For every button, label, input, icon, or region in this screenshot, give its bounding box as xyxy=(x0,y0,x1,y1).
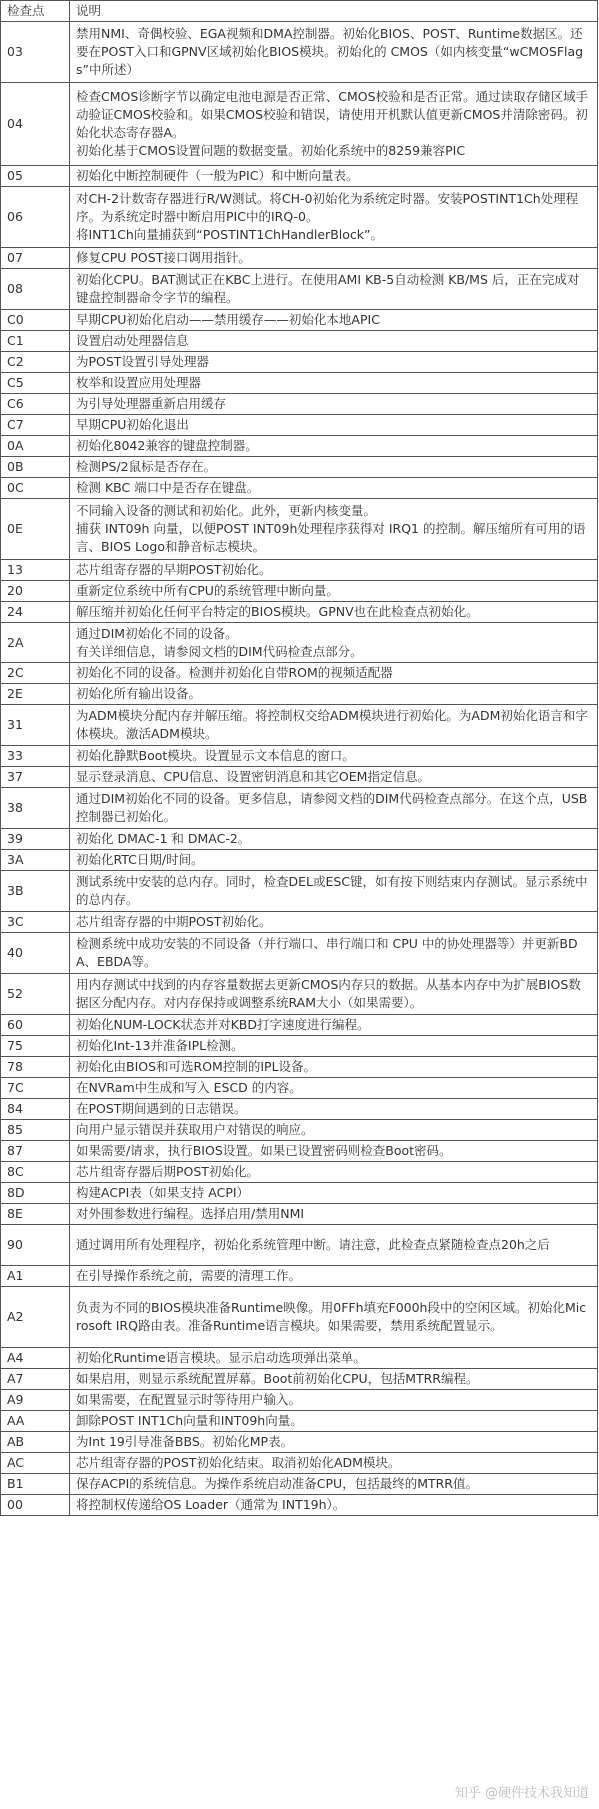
checkpoint-description xyxy=(70,1266,598,1287)
description-line: 芯片组寄存器后期POST初始化。 xyxy=(76,1164,259,1179)
checkpoint-code: 0A xyxy=(1,436,70,457)
description-line: 芯片组寄存器的POST初始化结束。取消初始化ADM模块。 xyxy=(76,1455,401,1470)
table-row xyxy=(1,1162,598,1183)
checkpoint-description xyxy=(70,602,598,623)
checkpoint-description xyxy=(70,499,598,560)
table-row xyxy=(1,663,598,684)
checkpoint-description xyxy=(70,394,598,415)
checkpoint-code: C0 xyxy=(1,310,70,331)
description-line: 初始化所有输出设备。 xyxy=(76,686,202,701)
description-line: 负责为不同的BIOS模块准备Runtime映像。用0FFh填充F000h段中的空闲区域。初始化Microsoft IRQ路由表。准备Runtime语言模块。如果需要，禁用系统配置显示。 xyxy=(76,1300,587,1333)
description-line: 通过DIM初始化不同的设备。更多信息，请参阅文档的DIM代码检查点部分。在这个点，USB 控制器已初始化。 xyxy=(76,791,588,824)
checkpoint-description xyxy=(70,1036,598,1057)
checkpoint-code: 06 xyxy=(1,187,70,248)
checkpoint-description xyxy=(70,1453,598,1474)
table-body xyxy=(1,22,598,1516)
checkpoint-description xyxy=(70,331,598,352)
checkpoint-code: 24 xyxy=(1,602,70,623)
checkpoint-code: 37 xyxy=(1,767,70,788)
checkpoint-code: A1 xyxy=(1,1266,70,1287)
checkpoint-description xyxy=(70,767,598,788)
description-line: 卸除POST INT1Ch向量和INT09h向量。 xyxy=(76,1413,303,1428)
checkpoint-code: 8C xyxy=(1,1162,70,1183)
description-line: 初始化8042兼容的键盘控制器。 xyxy=(76,438,258,453)
checkpoint-code: 07 xyxy=(1,248,70,269)
description-line: 对外围参数进行编程。选择启用/禁用NMI xyxy=(76,1206,305,1221)
table-row xyxy=(1,166,598,187)
table-row xyxy=(1,974,598,1015)
checkpoint-description xyxy=(70,352,598,373)
checkpoint-description xyxy=(70,933,598,974)
table-row xyxy=(1,746,598,767)
header-checkpoint: 检查点 xyxy=(1,1,70,22)
description-line: 初始化Runtime语言模块。显示启动选项弹出菜单。 xyxy=(76,1350,366,1365)
description-line: 向用户显示错误并获取用户对错误的响应。 xyxy=(76,1122,314,1137)
checkpoint-description xyxy=(70,560,598,581)
description-line: 禁用NMI、奇偶校验、EGA视频和DMA控制器。初始化BIOS、POST、Runtime数据区。还要在POST入口和GPNV区域初始化BIOS模块。初始化的 CMOS（如内核变量“wCMOSFlags”中所述） xyxy=(76,26,584,77)
checkpoint-code: 90 xyxy=(1,1225,70,1266)
table-row xyxy=(1,1348,598,1369)
checkpoint-description xyxy=(70,1287,598,1348)
checkpoint-description xyxy=(70,705,598,746)
checkpoint-code: 39 xyxy=(1,829,70,850)
table-row xyxy=(1,331,598,352)
description-line: 如果启用，则显示系统配置屏幕。Boot前初始化CPU，包括MTRR编程。 xyxy=(76,1371,479,1386)
checkpoint-code: 2C xyxy=(1,663,70,684)
watermark-text: 知乎 @硬件技术我知道 xyxy=(454,1786,589,1801)
checkpoint-description xyxy=(70,373,598,394)
description-line: 修复CPU POST接口调用指针。 xyxy=(76,250,251,265)
table-row xyxy=(1,1369,598,1390)
checkpoint-code: 0C xyxy=(1,478,70,499)
checkpoint-description xyxy=(70,1183,598,1204)
description-line: 如果需要，在配置显示时等待用户输入。 xyxy=(76,1392,302,1407)
description-line: 在POST期间遇到的日志错误。 xyxy=(76,1101,247,1116)
checkpoint-description xyxy=(70,829,598,850)
checkpoint-code: 3C xyxy=(1,912,70,933)
checkpoint-description xyxy=(70,684,598,705)
description-line: 在NVRam中生成和写入 ESCD 的内容。 xyxy=(76,1080,302,1095)
table-row xyxy=(1,560,598,581)
description-line: 检查CMOS诊断字节以确定电池电源是否正常、CMOS校验和是否正常。通过读取存储区域手动验证CMOS校验和。如果CMOS校验和错误，请使用开机默认值更新CMOS并清除密码。初始化状态寄存器A。 xyxy=(76,89,589,140)
table-row xyxy=(1,352,598,373)
table-row xyxy=(1,1411,598,1432)
checkpoint-description xyxy=(70,22,598,83)
description-line: 早期CPU初始化启动——禁用缓存——初始化本地APIC xyxy=(76,312,380,327)
description-line: 不同输入设备的测试和初始化。此外，更新内核变量。 xyxy=(76,503,377,518)
table-row xyxy=(1,269,598,310)
table-row xyxy=(1,1266,598,1287)
description-line: 将控制权传递给OS Loader（通常为 INT19h）。 xyxy=(76,1497,346,1512)
checkpoint-description xyxy=(70,415,598,436)
description-line: 初始化RTC日期/时间。 xyxy=(76,852,204,867)
checkpoint-description xyxy=(70,746,598,767)
description-line: 捕获 INT09h 向量，以便POST INT09h处理程序获得对 IRQ1 的控制。解压缩所有可用的语言、BIOS Logo和静音标志模块。 xyxy=(76,521,586,554)
checkpoint-code: 60 xyxy=(1,1015,70,1036)
description-line: 对CH-2计数寄存器进行R/W测试。将CH-0初始化为系统定时器。安装POSTINT1Ch处理程序。为系统定时器中断启用PIC中的IRQ-0。 xyxy=(76,191,579,224)
description-line: 为POST设置引导处理器 xyxy=(76,354,209,369)
table-row xyxy=(1,1287,598,1348)
checkpoint-description xyxy=(70,912,598,933)
description-line: 保存ACPI的系统信息。为操作系统启动准备CPU，包括最终的MTRR值。 xyxy=(76,1476,478,1491)
checkpoint-code: C5 xyxy=(1,373,70,394)
checkpoint-description xyxy=(70,974,598,1015)
table-row xyxy=(1,933,598,974)
checkpoint-code: 85 xyxy=(1,1120,70,1141)
table-row xyxy=(1,1057,598,1078)
checkpoint-description xyxy=(70,1411,598,1432)
checkpoint-code: 2A xyxy=(1,623,70,663)
description-line: 在引导操作系统之前，需要的清理工作。 xyxy=(76,1268,302,1283)
checkpoint-code: 84 xyxy=(1,1099,70,1120)
description-line: 检测PS/2鼠标是否存在。 xyxy=(76,459,217,474)
checkpoint-description xyxy=(70,1015,598,1036)
table-row xyxy=(1,415,598,436)
table-row xyxy=(1,1474,598,1495)
table-header-row xyxy=(1,1,598,22)
table-row xyxy=(1,684,598,705)
description-line: 显示登录消息、CPU信息、设置密钥消息和其它OEM指定信息。 xyxy=(76,769,430,784)
checkpoint-code: 38 xyxy=(1,788,70,829)
checkpoint-description xyxy=(70,457,598,478)
table-row xyxy=(1,394,598,415)
table-row xyxy=(1,1390,598,1411)
checkpoint-code: 8E xyxy=(1,1204,70,1225)
table-row xyxy=(1,1015,598,1036)
table-row xyxy=(1,22,598,83)
table-row xyxy=(1,1453,598,1474)
description-line: 设置启动处理器信息 xyxy=(76,333,189,348)
table-row xyxy=(1,83,598,166)
checkpoint-description xyxy=(70,1141,598,1162)
checkpoint-description xyxy=(70,1120,598,1141)
description-line: 如果需要/请求，执行BIOS设置。如果已设置密码则检查Boot密码。 xyxy=(76,1143,452,1158)
table-row xyxy=(1,850,598,871)
table-row xyxy=(1,310,598,331)
table-row xyxy=(1,436,598,457)
table-row xyxy=(1,478,598,499)
checkpoint-code: 3A xyxy=(1,850,70,871)
description-line: 初始化不同的设备。检测并初始化自带ROM的视频适配器 xyxy=(76,665,393,680)
checkpoint-code: C2 xyxy=(1,352,70,373)
table-row xyxy=(1,1036,598,1057)
description-line: 初始化由BIOS和可选ROM控制的IPL设备。 xyxy=(76,1059,317,1074)
table-row xyxy=(1,1225,598,1266)
checkpoint-description xyxy=(70,871,598,912)
checkpoint-code: 75 xyxy=(1,1036,70,1057)
checkpoint-description xyxy=(70,1474,598,1495)
description-line: 为Int 19引导准备BBS。初始化MP表。 xyxy=(76,1434,294,1449)
checkpoint-code: 78 xyxy=(1,1057,70,1078)
checkpoint-code: AC xyxy=(1,1453,70,1474)
table-row xyxy=(1,829,598,850)
description-line: 通过DIM初始化不同的设备。 xyxy=(76,625,238,641)
table-row xyxy=(1,788,598,829)
checkpoint-code: C1 xyxy=(1,331,70,352)
checkpoint-description xyxy=(70,788,598,829)
description-line: 有关详细信息，请参阅文档的DIM代码检查点部分。 xyxy=(76,643,363,659)
checkpoint-code: C6 xyxy=(1,394,70,415)
table-row xyxy=(1,1432,598,1453)
checkpoint-code: 31 xyxy=(1,705,70,746)
checkpoint-description xyxy=(70,1348,598,1369)
checkpoint-description xyxy=(70,663,598,684)
table-row xyxy=(1,871,598,912)
description-line: 早期CPU初始化退出 xyxy=(76,417,189,432)
description-line: 用内存测试中找到的内存容量数据去更新CMOS内存只的数据。从基本内存中为扩展BIOS数据区分配内存。对内存保持或调整系统RAM大小（如果需要）。 xyxy=(76,977,581,1010)
table-row xyxy=(1,1183,598,1204)
checkpoint-code: A7 xyxy=(1,1369,70,1390)
description-line: 初始化CPU。BAT测试正在KBC上进行。在使用AMI KB-5自动检测 KB/MS 后，正在完成对键盘控制器命令字节的编程。 xyxy=(76,272,580,305)
checkpoint-description xyxy=(70,436,598,457)
description-line: 初始化NUM-LOCK状态并对KBD打字速度进行编程。 xyxy=(76,1017,370,1032)
checkpoint-code: 0B xyxy=(1,457,70,478)
table-row xyxy=(1,373,598,394)
checkpoint-code: 20 xyxy=(1,581,70,602)
checkpoint-code: B1 xyxy=(1,1474,70,1495)
checkpoint-code: A4 xyxy=(1,1348,70,1369)
checkpoint-code: 05 xyxy=(1,166,70,187)
checkpoint-description xyxy=(70,166,598,187)
description-line: 初始化Int-13并准备IPL检测。 xyxy=(76,1038,244,1053)
table-row xyxy=(1,1120,598,1141)
description-line: 初始化基于CMOS设置问题的数据变量。初始化系统中的8259兼容PIC xyxy=(76,143,466,158)
description-line: 重新定位系统中所有CPU的系统管理中断向量。 xyxy=(76,583,339,598)
description-line: 芯片组寄存器的中期POST初始化。 xyxy=(76,914,272,929)
description-line: 为引导处理器重新启用缓存 xyxy=(76,396,227,411)
checkpoint-code: 3B xyxy=(1,871,70,912)
description-line: 检测 KBC 端口中是否存在键盘。 xyxy=(76,480,260,495)
table-row xyxy=(1,767,598,788)
table-row xyxy=(1,581,598,602)
table-row xyxy=(1,1495,598,1516)
checkpoint-code: 2E xyxy=(1,684,70,705)
checkpoint-description xyxy=(70,478,598,499)
checkpoint-code: 00 xyxy=(1,1495,70,1516)
description-line: 构建ACPI表（如果支持 ACPI） xyxy=(76,1185,250,1200)
checkpoint-description xyxy=(70,1432,598,1453)
checkpoint-code: 08 xyxy=(1,269,70,310)
checkpoint-code: 0E xyxy=(1,499,70,560)
description-line: 通过调用所有处理程序，初始化系统管理中断。请注意，此检查点紧随检查点20h之后 xyxy=(76,1237,550,1252)
table-row xyxy=(1,705,598,746)
table-row xyxy=(1,1141,598,1162)
description-line: 为ADM模块分配内存并解压缩。将控制权交给ADM模块进行初始化。为ADM初始化语言和字体模块。激活ADM模块。 xyxy=(76,708,588,741)
table-row xyxy=(1,602,598,623)
table-row xyxy=(1,1099,598,1120)
description-line: 测试系统中安装的总内存。同时，检查DEL或ESC键，如有按下则结束内存测试。显示系统中的总内存。 xyxy=(76,874,588,907)
checkpoint-description xyxy=(70,1057,598,1078)
checkpoint-code: 52 xyxy=(1,974,70,1015)
checkpoint-code: C7 xyxy=(1,415,70,436)
description-line: 初始化 DMAC-1 和 DMAC-2。 xyxy=(76,831,251,846)
table-row xyxy=(1,1204,598,1225)
checkpoint-description xyxy=(70,1099,598,1120)
checkpoint-code: A9 xyxy=(1,1390,70,1411)
description-line: 芯片组寄存器的早期POST初始化。 xyxy=(76,562,272,577)
checkpoint-code: 13 xyxy=(1,560,70,581)
checkpoint-description xyxy=(70,1204,598,1225)
checkpoint-code: 04 xyxy=(1,83,70,166)
checkpoint-code: 8D xyxy=(1,1183,70,1204)
table-row xyxy=(1,457,598,478)
description-line: 初始化静默Boot模块。设置显示文本信息的窗口。 xyxy=(76,748,355,763)
checkpoint-description xyxy=(70,1225,598,1266)
checkpoint-code: A2 xyxy=(1,1287,70,1348)
checkpoint-code: AA xyxy=(1,1411,70,1432)
checkpoint-code: 87 xyxy=(1,1141,70,1162)
table-row xyxy=(1,912,598,933)
description-line: 检测系统中成功安装的不同设备（并行端口、串行端口和 CPU 中的协处理器等）并更新BDA、EBDA等。 xyxy=(76,936,578,969)
checkpoint-description xyxy=(70,269,598,310)
checkpoint-description xyxy=(70,1390,598,1411)
table-row xyxy=(1,1078,598,1099)
checkpoint-description xyxy=(70,187,598,248)
checkpoint-description xyxy=(70,1495,598,1516)
description-line: 初始化中断控制硬件（一般为PIC）和中断向量表。 xyxy=(76,168,359,183)
checkpoint-code: 03 xyxy=(1,22,70,83)
checkpoint-description xyxy=(70,310,598,331)
description-line: 将INT1Ch向量捕获到“POSTINT1ChHandlerBlock”。 xyxy=(76,227,383,242)
checkpoint-description xyxy=(70,581,598,602)
table-row xyxy=(1,499,598,560)
checkpoint-description xyxy=(70,248,598,269)
table-row xyxy=(1,248,598,269)
checkpoint-description xyxy=(70,83,598,166)
table-row xyxy=(1,623,598,663)
checkpoint-code: 7C xyxy=(1,1078,70,1099)
header-description: 说明 xyxy=(70,1,598,22)
checkpoint-description xyxy=(70,1162,598,1183)
checkpoint-description xyxy=(70,623,598,663)
checkpoint-description xyxy=(70,1078,598,1099)
checkpoint-code: 40 xyxy=(1,933,70,974)
checkpoint-description xyxy=(70,850,598,871)
table-row xyxy=(1,187,598,248)
description-line: 解压缩并初始化任何平台特定的BIOS模块。GPNV也在此检查点初始化。 xyxy=(76,604,479,619)
checkpoint-code: AB xyxy=(1,1432,70,1453)
checkpoint-description xyxy=(70,1369,598,1390)
checkpoint-code: 33 xyxy=(1,746,70,767)
description-line: 枚举和设置应用处理器 xyxy=(76,375,202,390)
